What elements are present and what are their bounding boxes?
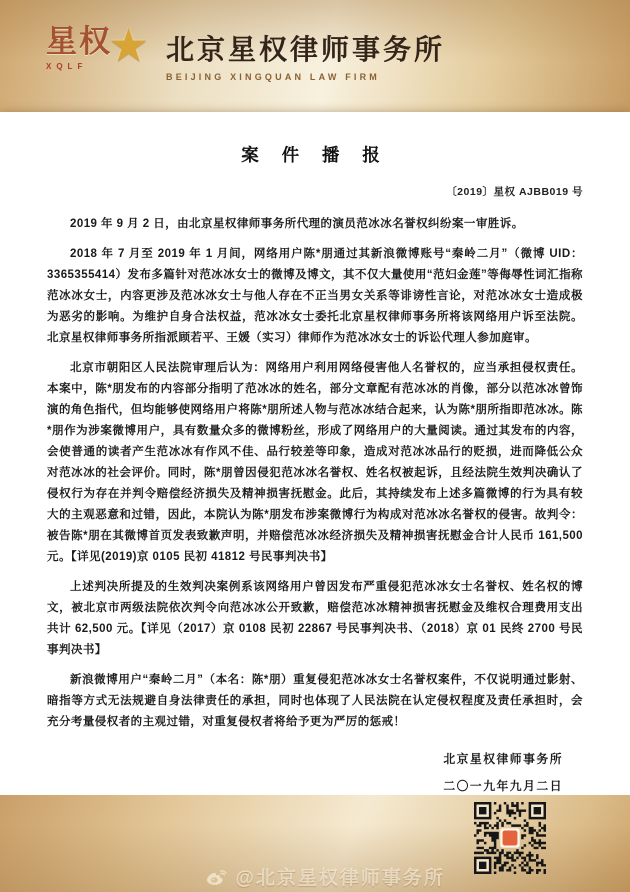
doc-paragraphs — [47, 214, 583, 733]
weibo-watermark — [204, 863, 445, 890]
weibo-icon — [204, 865, 228, 889]
paragraph-court-findings: 北京市朝阳区人民法院审理后认为：网络用户利用网络侵害他人名誉权的，应当承担侵权责任。本案中，陈*朋发布的内容部分指明了范冰冰的姓名，部分文章配有范冰冰的肖像，部分以范冰冰曾饰演的角色指代，但均能够使网络用户将陈*朋所述人物与范冰冰结合起来，认为陈*朋所指即范冰冰。陈*朋作为涉案微博用户，具有数量众多的微博粉丝，形成了网络用户的大量阅读。通过其发布的内容，会使普通的读者产生范冰冰有作风不佳、品行较差等印象，造成对范冰冰品行的贬损，进而降低公众对范冰冰的社会评价。同时，陈*朋曾因侵犯范冰冰名誉权、姓名权被起诉，且经法院生效判决确认了侵权行为存在并判令赔偿经济损失及精神损害抚慰金。此后，其持续发布上述多篇微博的行为具有较大的主观恶意和过错，因此，本院认为陈*朋发布涉案微博行为构成对范冰冰名誉权的侵害。故判令：被告陈*朋在其微博首页发表致歉声明，并赔偿范冰冰经济损失及精神损害抚慰金合计人民币 161,500 元。【详见(2019)京 0105 民初 41812 号民事判决书】 — [47, 362, 583, 563]
logo-mark — [46, 19, 150, 84]
paragraph-prior-judgments: 上述判决所提及的生效判决案例系该网络用户曾因发布严重侵犯范冰冰女士名誉权、姓名权的博文，被北京市两级法院依次判令向范冰冰公开致歉，赔偿范冰冰精神损害抚慰金及维权合理费用支出共计 62,500 元。【详见（2017）京 0108 民初 22867 号民事判决书、（2018）京 01 民终 2700 号民事判决书】 — [47, 581, 583, 656]
firm-logo — [46, 19, 446, 84]
firm-names — [166, 26, 445, 82]
watermark-text: @北京星权律师事务所 — [235, 868, 445, 889]
firm-name-english: BEIJING XINGQUAN LAW FIRM — [166, 72, 381, 82]
signature-date: 二〇一九年九月二日 — [443, 779, 563, 793]
header-band — [0, 0, 630, 112]
doc-number: 〔2019〕星权 AJBB019 号 — [446, 186, 583, 198]
document-body — [0, 112, 630, 795]
logo-characters: 星权 — [46, 24, 112, 59]
signature-firm: 北京星权律师事务所 — [443, 752, 563, 766]
firm-name-chinese: 北京星权律师事务所 — [166, 35, 446, 66]
doc-title: 案 件 播 报 — [241, 145, 389, 165]
footer-band — [0, 795, 630, 892]
qr-code — [474, 802, 546, 874]
paragraph-case-background: 2018 年 7 月至 2019 年 1 月间，网络用户陈*朋通过其新浪微博账号“秦岭二月”（微博 UID：3365355414）发布多篇针对范冰冰女士的微博及博文，其不仅大量使用“范妇金莲”等侮辱性词汇指称范冰冰女士，内容更涉及范冰冰女士与他人存在不正当男女关系等诽谤性言论，对范冰冰女士造成极为恶劣的影响。为维护自身合法权益，范冰冰女士委托北京星权律师事务所将该网络用户诉至法院。北京星权律师事务所指派顾若平、王媛（实习）律师作为范冰冰女士的诉讼代理人参加庭审。 — [47, 248, 583, 344]
signature-block — [47, 746, 583, 800]
paragraph-conclusion: 新浪微博用户“秦岭二月”（本名：陈*朋）重复侵犯范冰冰女士名誉权案件，不仅说明通过影射、暗指等方式无法规避自身法律责任的承担，同时也体现了人民法院在认定侵权程度及责任承担时，会充分考量侵权者的主观过错，对重复侵权者将给予更为严厉的惩戒！ — [47, 674, 583, 728]
star-icon: ★ — [108, 19, 150, 71]
qr-center-logo — [503, 831, 518, 846]
logo-letters: XQLF — [46, 61, 88, 71]
paragraph-verdict-summary: 2019 年 9 月 2 日，由北京星权律师事务所代理的演员范冰冰名誉权纠纷案一审胜诉。 — [70, 218, 524, 230]
